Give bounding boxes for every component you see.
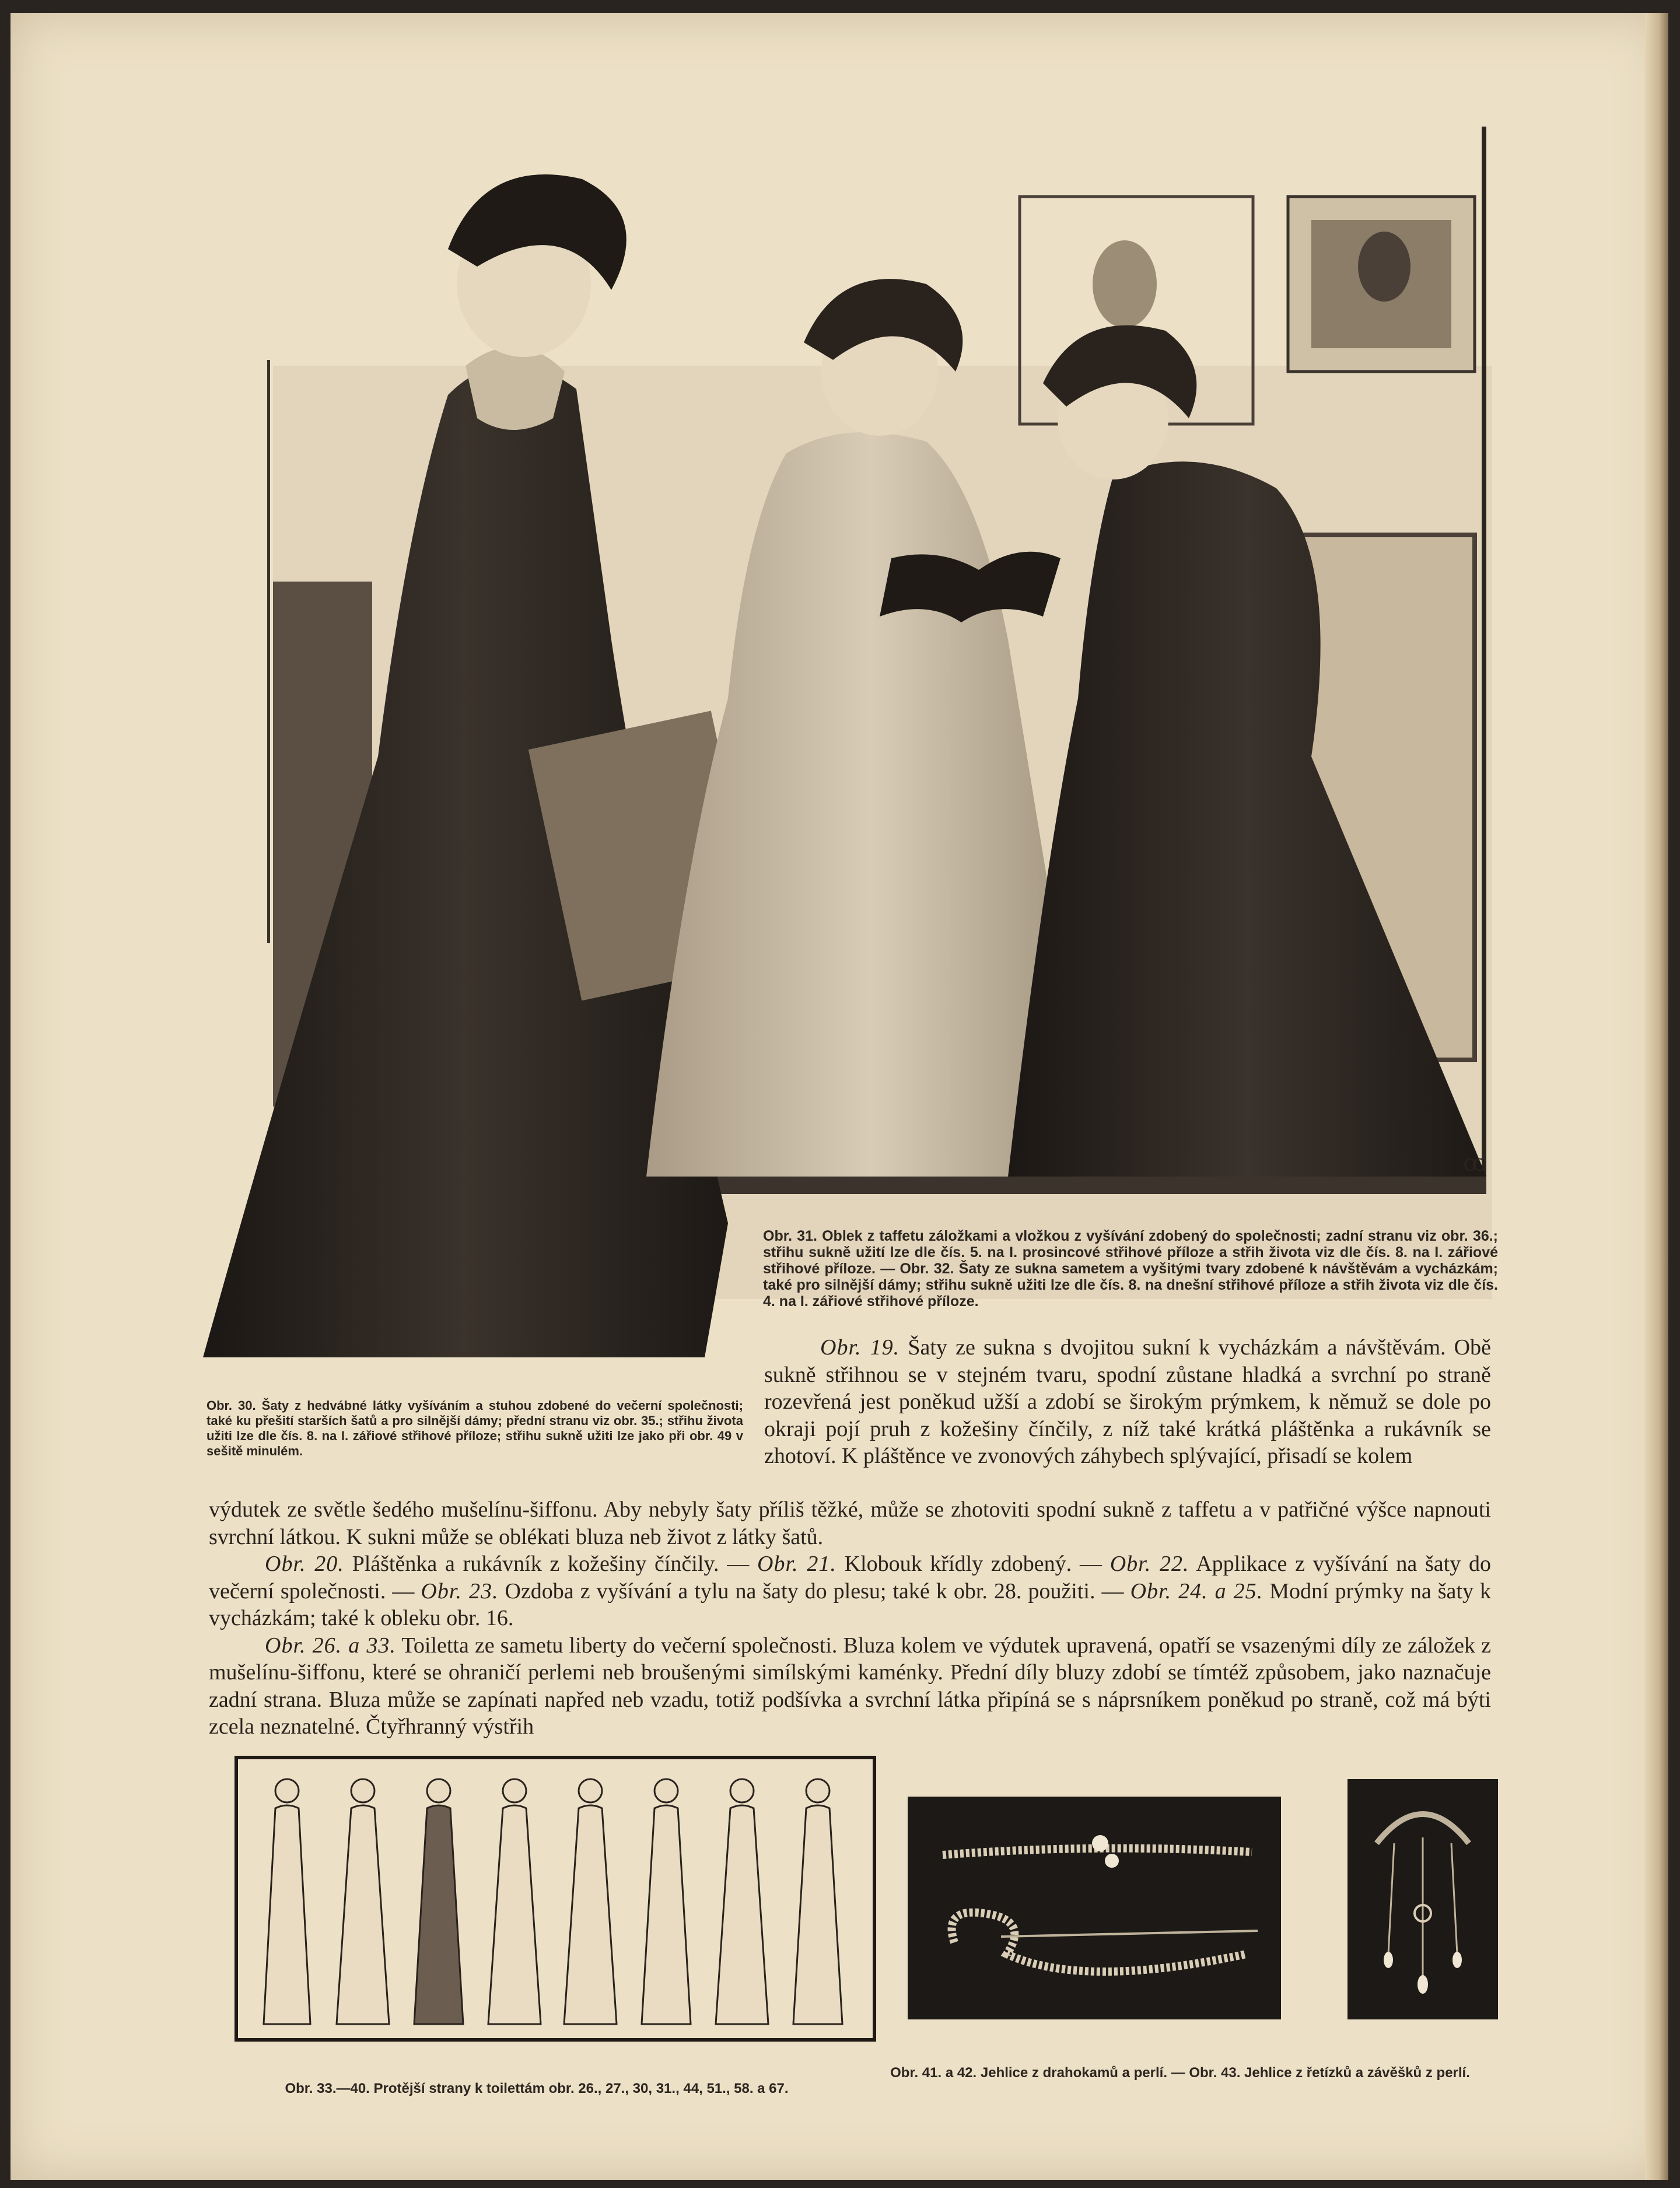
magazine-page [10,13,1668,2180]
pin-jewelry-illustration [908,1797,1281,2019]
body-text-obr24-25: Modní prýmky na šaty k vycházkám; také k obleku obr. 16. [209,1578,1491,1630]
page-spine [1645,13,1668,2180]
body-paragraph-1-continued: výdutek ze světle šedého mušelínu-šiffonu. Aby nebyly šaty příliš těžké, může se zhotoviti spodní sukně z taffetu a v patřičné výšce napnouti svrchní látkou. K sukni může se oblékati bluza neb život z látky šatů. [209,1497,1491,1549]
caption-fig31-32: Obr. 31. Oblek z taffetu záložkami a vložkou z vyšívání zdobený do společnosti; zadní stranu viz obr. 36.; střihu sukně užití lze dle čís. 5. na I. prosincové střihové příloze a střih života viz dle čís. 8. na I. zářiové střihové příloze. — Obr. 32. Šaty ze sukna sametem a vyšitými tvary zdobené k návštěvám a vycházkám; také pro silnější dámy; střihu sukně užiti lze dle čís. 8. na dnešní střihové příloze a střih života viz dle čís. 4. na I. zářiové střihové příloze. [763,1228,1498,1310]
ref-obr19: Obr. 19. [820,1335,900,1360]
body-text-obr23: Ozdoba z vyšívání a tylu na šaty do plesu; také k obr. 28. použiti. — [498,1578,1130,1604]
pendant-pin-plate [1348,1779,1498,2019]
caption-fig33-40: Obr. 33.—40. Protější strany k toilettám obr. 26., 27., 30, 31., 44, 51., 58. a 67. [285,2081,789,2096]
ref-obr24-25: Obr. 24. a 25. [1130,1578,1264,1604]
ref-obr26-33: Obr. 26. a 33. [265,1633,396,1658]
caption-fig41-43: Obr. 41. a 42. Jehlice z drahokamů a perlí. — Obr. 43. Jehlice z řetízků a závěšků z perlí. [890,2065,1470,2081]
body-text-obr21: Klobouk křídly zdobený. — [836,1552,1110,1576]
main-fashion-illustration [203,115,1492,1357]
ref-obr22: Obr. 22. [1110,1552,1189,1576]
ref-obr23: Obr. 23. [421,1578,499,1604]
caption-fig30: Obr. 30. Šaty z hedvábné látky vyšíváním a stuhou zdobené do večerní společnosti; také ku přešití starších šatů a pro silnější dámy; přední stranu viz obr. 35.; střihu života užiti lze dle čís. 8. na I. zářiové střihové příloze; střihu sukně užiti lze jako při obr. 49 v sešitě minulém. [206,1398,743,1458]
body-text-obr20: Pláštěnka a rukávník z kožešiny čínčily. — [344,1552,758,1576]
ref-obr20: Obr. 20. [265,1552,344,1576]
jewelry-pins-plate [908,1797,1281,2019]
body-paragraph-3: Toiletta ze sametu liberty do večerní společnosti. Bluza kolem ve výdutek upravená, opatří se vsazenými díly ze záložek z mušelínu-šiffonu, které se ohraničí perlemi neb broušenými simílskými kaménky. Přední díly bluzy zdobí se tímtéž způsobem, jako naznačuje zadní strana. Bluza může se zapínati napřed neb vzadu, totiž podšívka a svrchní látka připíná se s náprsníkem poněkud po straně, což má býti zcela neznatelné. Čtyřhranný výstřih [209,1633,1491,1739]
body-text-right-column [764,1334,1491,1470]
figures-33-40-illustration [235,1756,876,2042]
body-paragraph-1: Šaty ze sukna s dvojitou sukní k vycházkám a návštěvám. Obě sukně střihnou se v stejném tvaru, spodní zůstane hladká a svrchní po straně rozevřená jest poněkud užší a zdobí se širokým prýmkem, k němuž se dole po okraji pojí pruh z kožešiny čínčily, z níž také krátká pláštěnka a rukávník se zhotoví. K pláštěnce ve zvonových záhybech splývající, přisadí se kolem [764,1335,1491,1468]
svg-text:ꝏ: ꝏ [1463,1150,1486,1177]
pendant-jewelry-illustration [1348,1779,1498,2019]
body-text-obr22: Applikace z vyšívání na šaty do večerní společnosti. — [209,1552,1491,1604]
body-text-full-width [209,1496,1491,1741]
ref-obr21: Obr. 21. [757,1552,836,1576]
